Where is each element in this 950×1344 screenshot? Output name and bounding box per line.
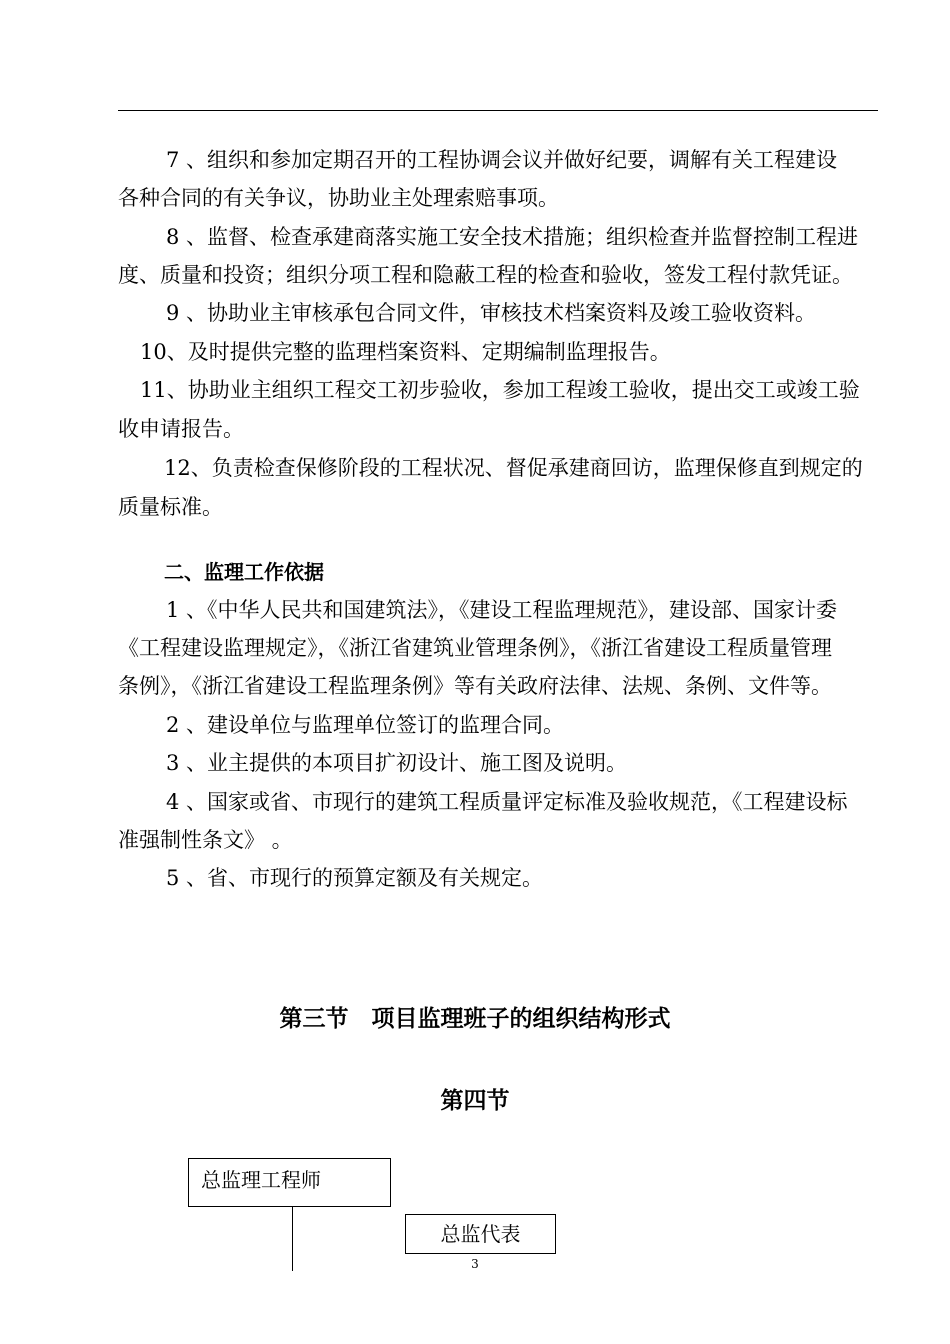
section-2-heading: 二、监理工作依据 bbox=[164, 560, 324, 584]
basis-1-line-2: 《工程建设监理规定》，《浙江省建筑业管理条例》，《浙江省建设工程质量管理 bbox=[118, 636, 832, 660]
basis-2: 2 、建设单位与监理单位签订的监理合同。 bbox=[166, 713, 565, 737]
paragraph-11-line-1: 11、协助业主组织工程交工初步验收，参加工程竣工验收，提出交工或竣工验 bbox=[140, 378, 860, 402]
paragraph-12-line-2: 质量标准。 bbox=[118, 495, 223, 519]
basis-1-line-1: 1 、《中华人民共和国建筑法》，《建设工程监理规范》，建设部、国家计委 bbox=[166, 598, 838, 622]
paragraph-9: 9 、协助业主审核承包合同文件，审核技术档案资料及竣工验收资料。 bbox=[166, 301, 817, 325]
org-box-deputy-label: 总监代表 bbox=[440, 1222, 521, 1246]
org-box-chief-supervisor-label: 总监理工程师 bbox=[201, 1168, 321, 1192]
section-3-title: 第三节 项目监理班子的组织结构形式 bbox=[279, 1006, 671, 1032]
paragraph-8-line-1: 8 、监督、检查承建商落实施工安全技术措施；组织检查并监督控制工程进 bbox=[166, 225, 859, 249]
basis-1-line-3: 条例》，《浙江省建设工程监理条例》等有关政府法律、法规、条例、文件等。 bbox=[118, 674, 832, 698]
paragraph-7-line-1: 7 、组织和参加定期召开的工程协调会议并做好纪要，调解有关工程建设 bbox=[166, 148, 838, 172]
basis-3: 3 、业主提供的本项目扩初设计、施工图及说明。 bbox=[166, 751, 628, 775]
paragraph-7-line-2: 各种合同的有关争议，协助业主处理索赔事项。 bbox=[118, 186, 559, 210]
paragraph-12-line-1: 12、负责检查保修阶段的工程状况、督促承建商回访，监理保修直到规定的 bbox=[164, 456, 863, 480]
org-box-chief-supervisor bbox=[188, 1158, 391, 1207]
paragraph-8-line-2: 度、质量和投资；组织分项工程和隐蔽工程的检查和验收，签发工程付款凭证。 bbox=[118, 263, 853, 287]
paragraph-11-line-2: 收申请报告。 bbox=[118, 417, 244, 441]
header-rule bbox=[118, 110, 878, 111]
basis-4-line-1: 4 、国家或省、市现行的建筑工程质量评定标准及验收规范，《工程建设标 bbox=[166, 790, 848, 814]
paragraph-10: 10、及时提供完整的监理档案资料、定期编制监理报告。 bbox=[140, 340, 671, 364]
basis-4-line-2: 准强制性条文》 。 bbox=[118, 828, 293, 852]
section-4-title: 第四节 bbox=[440, 1088, 510, 1114]
page-number: 3 bbox=[471, 1257, 479, 1271]
org-box-deputy bbox=[405, 1214, 556, 1254]
basis-5: 5 、省、市现行的预算定额及有关规定。 bbox=[166, 866, 544, 890]
